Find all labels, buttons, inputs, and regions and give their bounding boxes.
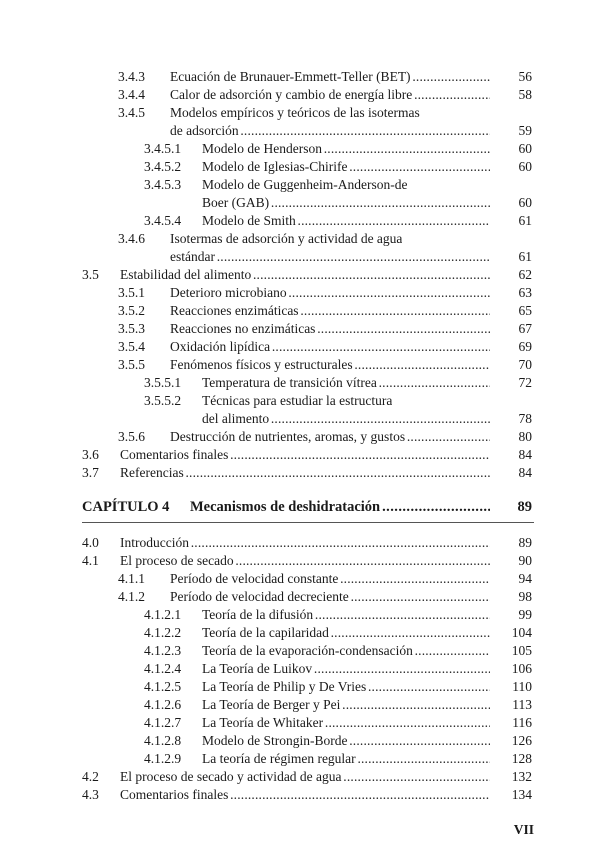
toc-entry-page: 89 bbox=[518, 535, 532, 550]
toc-entry-page: 105 bbox=[511, 643, 532, 658]
toc-entry-title: Ecuación de Brunauer-Emmett-Teller (BET) . . . bbox=[170, 68, 490, 86]
toc-entry-title: de adsorción . . . bbox=[170, 122, 490, 140]
toc-entry bbox=[0, 122, 600, 140]
toc-entry-page: 106 bbox=[511, 661, 532, 676]
toc-entry-number: 4.1.2.3 bbox=[144, 643, 182, 658]
toc-entry-page: 132 bbox=[511, 769, 532, 784]
toc-entry-number: 4.1.2.4 bbox=[144, 661, 182, 676]
toc-entry-title: Modelo de Iglesias-Chirife . . . bbox=[202, 158, 490, 176]
toc-entry-title: Técnicas para estudiar la estructura bbox=[202, 393, 393, 408]
toc-entry bbox=[0, 606, 600, 624]
toc-entry-number: 4.1.2.9 bbox=[144, 751, 182, 766]
toc-entry-title: Isotermas de adsorción y actividad de agua bbox=[170, 231, 403, 246]
toc-entry-number: 3.4.6 bbox=[118, 231, 145, 246]
toc-entry-title: Modelo de Strongin-Borde . . . bbox=[202, 732, 490, 750]
toc-entry-page: 80 bbox=[518, 429, 532, 444]
toc-entry-title: La teoría de régimen regular . . . bbox=[202, 750, 490, 768]
toc-entry bbox=[0, 248, 600, 266]
toc-entry bbox=[0, 212, 600, 230]
toc-entry bbox=[0, 320, 600, 338]
toc-entry-number: 4.1.2.5 bbox=[144, 679, 182, 694]
toc-entry-page: 63 bbox=[518, 285, 532, 300]
toc-entry bbox=[0, 768, 600, 786]
toc-entry bbox=[0, 104, 600, 122]
toc-entry-title: Reacciones no enzimáticas . . . bbox=[170, 320, 490, 338]
toc-entry bbox=[0, 302, 600, 320]
toc-entry-number: 3.5.1 bbox=[118, 285, 145, 300]
toc-entry-title: El proceso de secado y actividad de agua . . . bbox=[120, 768, 490, 786]
toc-entry-number: 4.1.2.7 bbox=[144, 715, 182, 730]
toc-entry-title: Oxidación lipídica . . . bbox=[170, 338, 490, 356]
toc-entry-title: Mecanismos de deshidratación . . . bbox=[190, 498, 490, 516]
toc-entry bbox=[0, 714, 600, 732]
toc-entry-page: 61 bbox=[518, 213, 532, 228]
toc-entry bbox=[0, 230, 600, 248]
toc-entry bbox=[0, 266, 600, 284]
toc-entry-page: 98 bbox=[518, 589, 532, 604]
toc-entry bbox=[0, 498, 600, 516]
toc-entry-title: La Teoría de Philip y De Vries . . . bbox=[202, 678, 490, 696]
toc-entry bbox=[0, 750, 600, 768]
toc-entry bbox=[0, 356, 600, 374]
toc-entry-title: Temperatura de transición vítrea . . . bbox=[202, 374, 490, 392]
toc-entry-title: Deterioro microbiano . . . bbox=[170, 284, 490, 302]
toc-entry bbox=[0, 392, 600, 410]
toc-entry-page: 70 bbox=[518, 357, 532, 372]
toc-entry bbox=[0, 660, 600, 678]
toc-entry-number: 4.1.2.1 bbox=[144, 607, 182, 622]
toc-entry-page: 116 bbox=[512, 715, 532, 730]
toc-entry-number: 3.5.3 bbox=[118, 321, 145, 336]
toc-entry bbox=[0, 534, 600, 552]
toc-entry-page: 67 bbox=[518, 321, 532, 336]
toc-entry-page: 59 bbox=[518, 123, 532, 138]
toc-entry-number: 3.4.3 bbox=[118, 69, 145, 84]
toc-entry-title: Reacciones enzimáticas . . . bbox=[170, 302, 490, 320]
toc-entry-page: 89 bbox=[517, 499, 532, 515]
toc-entry-number: 3.4.4 bbox=[118, 87, 145, 102]
toc-entry-title: Introducción . . . bbox=[120, 534, 490, 552]
toc-entry-page: 104 bbox=[511, 625, 532, 640]
toc-entry-number: 4.1.1 bbox=[118, 571, 145, 586]
toc-entry-number: 4.1 bbox=[82, 553, 99, 568]
toc-entry-page: 113 bbox=[512, 697, 532, 712]
toc-entry-title: Modelos empíricos y teóricos de las isotermas bbox=[170, 105, 420, 120]
toc-entry-page: 134 bbox=[511, 787, 532, 802]
toc-entry-page: 60 bbox=[518, 195, 532, 210]
toc-entry-number: 3.5.6 bbox=[118, 429, 145, 444]
chapter-divider-rule bbox=[82, 522, 534, 523]
toc-entry-number: 3.5.5.1 bbox=[144, 375, 182, 390]
toc-entry-number: 4.1.2.8 bbox=[144, 733, 182, 748]
toc-entry-title: Comentarios finales . . . bbox=[120, 786, 490, 804]
toc-entry bbox=[0, 140, 600, 158]
toc-entry bbox=[0, 642, 600, 660]
toc-entry-title: Período de velocidad decreciente . . . bbox=[170, 588, 490, 606]
toc-entry-number: 3.6 bbox=[82, 447, 99, 462]
toc-entry-page: 84 bbox=[518, 447, 532, 462]
toc-entry-number: 4.1.2.6 bbox=[144, 697, 182, 712]
toc-entry-title: Período de velocidad constante . . . bbox=[170, 570, 490, 588]
toc-entry-title: La Teoría de Berger y Pei . . . bbox=[202, 696, 490, 714]
toc-entry-number: 3.5.2 bbox=[118, 303, 145, 318]
toc-entry-title: Destrucción de nutrientes, aromas, y gustos . . . bbox=[170, 428, 490, 446]
toc-entry-title: Calor de adsorción y cambio de energía libre . . . bbox=[170, 86, 490, 104]
toc-entry bbox=[0, 678, 600, 696]
toc-entry-number: 3.5.5 bbox=[118, 357, 145, 372]
toc-entry-title: Comentarios finales . . . bbox=[120, 446, 490, 464]
toc-entry-title: La Teoría de Luikov . . . bbox=[202, 660, 490, 678]
toc-entry-title: Boer (GAB) . . . bbox=[202, 194, 490, 212]
toc-entry bbox=[0, 732, 600, 750]
toc-entry-page: 126 bbox=[511, 733, 532, 748]
toc-entry-page: 84 bbox=[518, 465, 532, 480]
toc-entry-title: Modelo de Guggenheim-Anderson-de bbox=[202, 177, 408, 192]
toc-entry bbox=[0, 374, 600, 392]
toc-entry-number: 4.3 bbox=[82, 787, 99, 802]
toc-entry bbox=[0, 588, 600, 606]
toc-entry-number: 3.5 bbox=[82, 267, 99, 282]
toc-entry-number: 3.4.5 bbox=[118, 105, 145, 120]
toc-entry-page: 60 bbox=[518, 159, 532, 174]
toc-entry bbox=[0, 552, 600, 570]
toc-entry-page: 61 bbox=[518, 249, 532, 264]
toc-entry-number: 3.4.5.4 bbox=[144, 213, 182, 228]
toc-entry bbox=[0, 158, 600, 176]
toc-entry-title: estándar . . . bbox=[170, 248, 490, 266]
toc-entry-page: 94 bbox=[518, 571, 532, 586]
toc-entry-title: Modelo de Smith . . . bbox=[202, 212, 490, 230]
toc-entry bbox=[0, 696, 600, 714]
toc-entry-page: 110 bbox=[512, 679, 532, 694]
toc-entry-page: 78 bbox=[518, 411, 532, 426]
toc-entry-title: Estabilidad del alimento . . . bbox=[120, 266, 490, 284]
toc-entry bbox=[0, 284, 600, 302]
toc-entry-page: 128 bbox=[511, 751, 532, 766]
toc-entry-page: 69 bbox=[518, 339, 532, 354]
toc-entry-number: 3.7 bbox=[82, 465, 99, 480]
toc-entry-number: 3.5.4 bbox=[118, 339, 145, 354]
toc-entry-number: 3.4.5.3 bbox=[144, 177, 182, 192]
toc-entry-number: 3.5.5.2 bbox=[144, 393, 182, 408]
toc-entry bbox=[0, 428, 600, 446]
toc-entry bbox=[0, 194, 600, 212]
toc-entry bbox=[0, 410, 600, 428]
toc-entry-number: 4.1.2.2 bbox=[144, 625, 182, 640]
toc-entry bbox=[0, 68, 600, 86]
toc-entry-number: 3.4.5.1 bbox=[144, 141, 182, 156]
toc-entry-title: El proceso de secado . . . bbox=[120, 552, 490, 570]
toc-entry-page: 65 bbox=[518, 303, 532, 318]
toc-entry-title: Teoría de la evaporación-condensación . . . bbox=[202, 642, 490, 660]
toc-entry-number: CAPÍTULO 4 bbox=[82, 499, 170, 515]
toc-entry-number: 3.4.5.2 bbox=[144, 159, 182, 174]
toc-entry bbox=[0, 624, 600, 642]
toc-entry-title: del alimento . . . bbox=[202, 410, 490, 428]
toc-entry bbox=[0, 176, 600, 194]
toc-entry-page: 60 bbox=[518, 141, 532, 156]
toc-entry-title: Fenómenos físicos y estructurales . . . bbox=[170, 356, 490, 374]
toc-entry-title: Modelo de Henderson . . . bbox=[202, 140, 490, 158]
toc-entry-page: 56 bbox=[518, 69, 532, 84]
toc-entry bbox=[0, 570, 600, 588]
toc-entry-page: 72 bbox=[518, 375, 532, 390]
toc-entry-page: 58 bbox=[518, 87, 532, 102]
toc-entry-page: 99 bbox=[518, 607, 532, 622]
toc-entry bbox=[0, 338, 600, 356]
page-number-footer: VII bbox=[513, 822, 534, 837]
toc-entry bbox=[0, 446, 600, 464]
toc-entry-number: 4.0 bbox=[82, 535, 99, 550]
toc-entry bbox=[0, 464, 600, 482]
toc-entry-title: Teoría de la difusión . . . bbox=[202, 606, 490, 624]
toc-entry bbox=[0, 786, 600, 804]
toc-entry-number: 4.1.2 bbox=[118, 589, 145, 604]
toc-entry-number: 4.2 bbox=[82, 769, 99, 784]
toc-entry bbox=[0, 86, 600, 104]
toc-entry-title: La Teoría de Whitaker . . . bbox=[202, 714, 490, 732]
toc-entry-page: 62 bbox=[518, 267, 532, 282]
toc-entry-title: Referencias . . . bbox=[120, 464, 490, 482]
toc-entry-title: Teoría de la capilaridad . . . bbox=[202, 624, 490, 642]
toc-entry-page: 90 bbox=[518, 553, 532, 568]
